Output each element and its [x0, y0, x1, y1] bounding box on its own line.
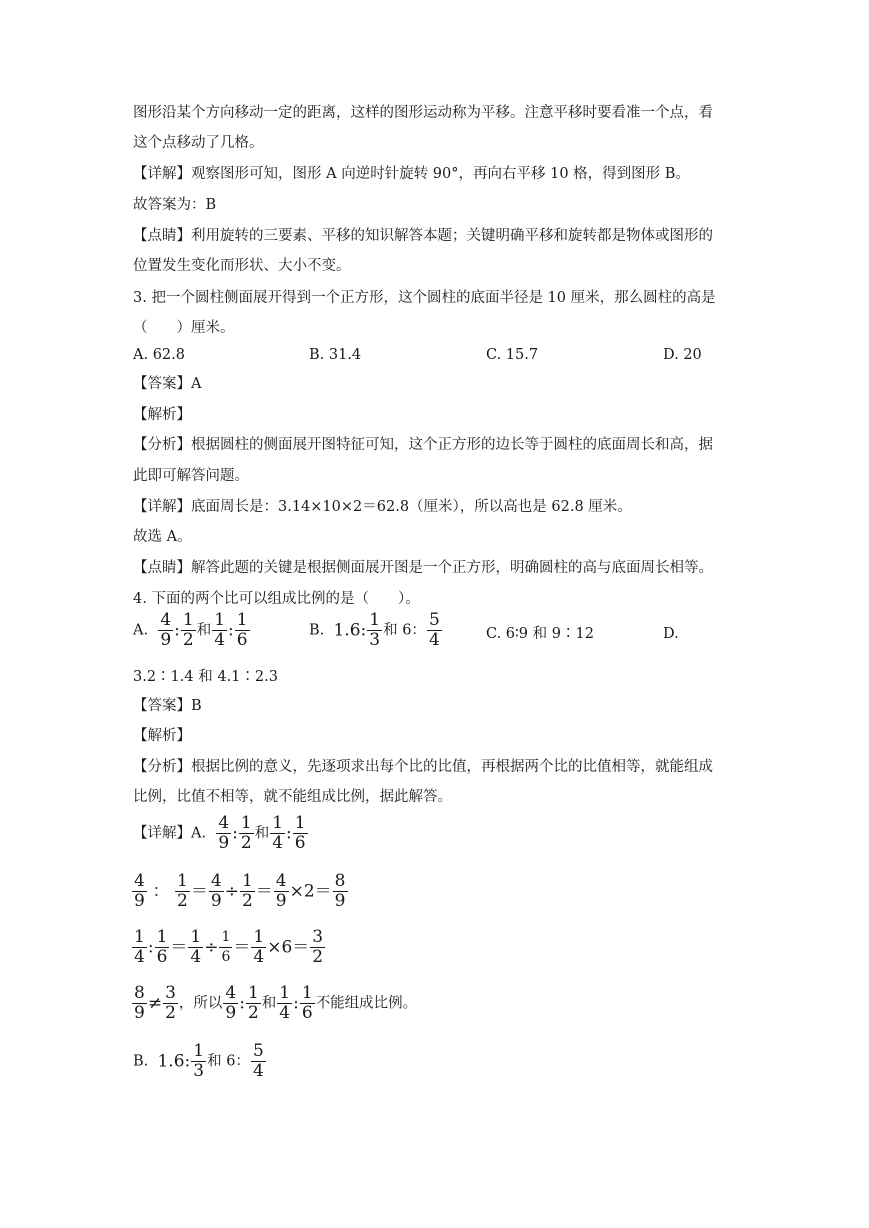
- denominator: 6: [294, 833, 306, 853]
- math-symbol: :: [228, 620, 234, 641]
- denominator: 4: [190, 947, 202, 967]
- fraction: [367, 611, 382, 650]
- analysis-line: 比例，比值不相等，就不能组成比例，据此解答。: [133, 789, 452, 805]
- math-symbol: ÷: [204, 937, 219, 958]
- denominator: 2: [312, 947, 324, 967]
- denominator: 2: [241, 891, 253, 911]
- denominator: 6: [236, 630, 248, 650]
- denominator: 2: [182, 630, 194, 650]
- math-symbol: 1.6: [333, 620, 361, 641]
- math-symbol: 【详解】A.: [133, 825, 207, 842]
- math-symbol: 和: [196, 622, 212, 639]
- math-symbol: ＝: [255, 881, 273, 902]
- numerator: 1: [182, 610, 194, 630]
- math-symbol: ≠: [147, 993, 163, 1014]
- denominator: 6: [156, 947, 168, 967]
- answer-line: 【答案】B: [133, 698, 202, 714]
- detail-line-a: [133, 814, 309, 853]
- denominator: 9: [218, 833, 230, 853]
- numerator: 1: [236, 610, 248, 630]
- math-symbol: 和: [254, 825, 270, 842]
- numerator: 3: [312, 927, 324, 947]
- numerator: 1: [240, 813, 252, 833]
- denominator: 2: [247, 1003, 259, 1023]
- numerator: 8: [334, 871, 346, 891]
- numerator: 1: [253, 927, 265, 947]
- numerator: 4: [160, 610, 172, 630]
- fraction: [240, 872, 255, 911]
- q3-option-c: C. 15.7: [486, 347, 539, 363]
- text-line: 图形沿某个方向移动一定的距离，这样的图形运动称为平移。注意平移时要看准一个点，看: [133, 105, 713, 121]
- fraction: [181, 611, 196, 650]
- q4-option-a: [133, 611, 251, 650]
- q4-option-d-cont: 3.2∶1.4 和 4.1∶2.3: [133, 669, 278, 685]
- math-symbol: :: [174, 620, 180, 641]
- denominator: 4: [272, 833, 284, 853]
- math-symbol: ÷: [224, 881, 239, 902]
- comment-line: 【点睛】利用旋转的三要素、平移的知识解答本题；关键明确平移和旋转都是物体或图形的: [133, 228, 713, 244]
- fraction: [132, 872, 147, 911]
- analysis-line: 【分析】根据比例的意义，先逐项求出每个比的比值，再根据两个比的比值相等，就能组成: [133, 759, 713, 775]
- question-4: 4. 下面的两个比可以组成比例的是（ ）。: [133, 591, 420, 607]
- fraction: [235, 611, 250, 650]
- math-symbol: 不能组成比例。: [315, 995, 418, 1012]
- question-3: 3. 把一个圆柱侧面展开得到一个正方形，这个圆柱的底面半径是 10 厘米，那么圆柱的高是: [133, 290, 716, 306]
- denominator: 9: [134, 1003, 145, 1023]
- numerator: 1: [193, 1041, 205, 1061]
- math-symbol: 和 6：: [383, 622, 426, 639]
- fraction: [209, 872, 224, 911]
- math-symbol: 和 6：: [207, 1053, 250, 1070]
- denominator: 4: [428, 630, 440, 650]
- math-symbol: ＝: [190, 881, 208, 902]
- fraction: [212, 611, 227, 650]
- fraction: [216, 814, 231, 853]
- q3-option-a: A. 62.8: [133, 347, 185, 363]
- fraction: [274, 872, 289, 911]
- denominator: 9: [334, 891, 346, 911]
- denominator: 3: [369, 630, 381, 650]
- numerator: 1: [301, 983, 313, 1003]
- numerator: 4: [218, 813, 230, 833]
- numerator: 4: [275, 871, 287, 891]
- math-symbol: ：: [152, 881, 170, 902]
- fraction: [246, 984, 261, 1023]
- comment-line: 【点睛】解答此题的关键是根据侧面展开图是一个正方形，明确圆柱的高与底面周长相等。: [133, 560, 713, 576]
- numerator: 4: [210, 871, 222, 891]
- fraction: [155, 928, 170, 967]
- fraction: [310, 928, 325, 967]
- q4-option-b-label: B.: [309, 622, 325, 639]
- math-symbol: B.: [133, 1053, 149, 1070]
- fraction: [158, 611, 173, 650]
- q3-option-b: B. 31.4: [309, 347, 362, 363]
- numerator: 1: [134, 927, 145, 947]
- answer-line: 【答案】A: [133, 376, 202, 392]
- q4-option-c: C. 6∶9 和 9∶12: [486, 626, 594, 642]
- fraction: [132, 984, 147, 1023]
- q3-option-d: D. 20: [663, 347, 702, 363]
- numerator: 1: [241, 871, 253, 891]
- math-symbol: ×6＝: [267, 937, 310, 958]
- denominator: 2: [177, 891, 188, 911]
- numerator: 1: [369, 610, 381, 630]
- question-3-cont: （ ）厘米。: [133, 320, 235, 336]
- answer-line: 故答案为：B: [133, 197, 217, 213]
- math-symbol: 1.6: [157, 1051, 185, 1072]
- analysis-line: 【分析】根据圆柱的侧面展开图特征可知，这个正方形的边长等于圆柱的底面周长和高，据: [133, 437, 713, 453]
- fraction: [239, 814, 254, 853]
- choice-line: 故选 A。: [133, 529, 192, 545]
- numerator: 1: [177, 871, 188, 891]
- fraction: [223, 984, 238, 1023]
- denominator: 2: [240, 833, 252, 853]
- denominator: 4: [253, 947, 265, 967]
- math-symbol: 和: [261, 995, 277, 1012]
- numerator: 1: [279, 983, 291, 1003]
- numerator: 1: [294, 813, 306, 833]
- q4-option-a-label: A.: [133, 622, 149, 639]
- math-symbol: :: [293, 993, 299, 1014]
- denominator: 9: [225, 1003, 237, 1023]
- denominator: 4: [279, 1003, 291, 1023]
- analysis-line: 此即可解答问题。: [133, 468, 249, 484]
- math-symbol: :: [286, 823, 292, 844]
- numerator: 1: [219, 928, 232, 948]
- fraction: [333, 872, 348, 911]
- denominator: 9: [134, 891, 145, 911]
- detail-line: 【详解】底面周长是：3.14×10×2＝62.8（厘米），所以高也是 62.8 厘米。: [133, 499, 632, 515]
- numerator: 5: [428, 610, 440, 630]
- numerator: 8: [134, 983, 145, 1003]
- denominator: 4: [252, 1061, 264, 1081]
- fraction: [293, 814, 308, 853]
- denominator: 2: [165, 1003, 176, 1023]
- fraction: [277, 984, 292, 1023]
- denominator: 4: [214, 630, 226, 650]
- detail-line: 【详解】观察图形可知，图形 A 向逆时针旋转 90°，再向右平移 10 格，得到图形 B。: [133, 166, 690, 182]
- denominator: 4: [134, 947, 145, 967]
- math-symbol: ，所以: [178, 995, 223, 1012]
- fraction: [163, 984, 178, 1023]
- denominator: 6: [221, 949, 231, 965]
- fraction: [251, 928, 266, 967]
- numerator: 1: [247, 983, 259, 1003]
- fraction: [270, 814, 285, 853]
- math-symbol: :: [184, 1051, 191, 1072]
- math-symbol: ＝: [233, 937, 251, 958]
- denominator: 3: [193, 1061, 205, 1081]
- numerator: 1: [214, 610, 226, 630]
- q4-option-b: [309, 611, 443, 650]
- numerator: 1: [272, 813, 284, 833]
- fraction: [251, 1042, 266, 1081]
- fraction: [132, 928, 147, 967]
- math-symbol: :: [360, 620, 367, 641]
- fraction: [219, 928, 232, 967]
- math-symbol: :: [147, 937, 154, 958]
- numerator: 4: [225, 983, 237, 1003]
- fraction: [300, 984, 315, 1023]
- analysis-heading: 【解析】: [133, 728, 191, 744]
- equation-2: [131, 928, 326, 967]
- detail-line-b: [133, 1042, 267, 1081]
- math-symbol: :: [232, 823, 238, 844]
- denominator: 9: [160, 630, 172, 650]
- fraction: [427, 611, 442, 650]
- math-symbol: ＝: [170, 937, 188, 958]
- denominator: 9: [275, 891, 287, 911]
- numerator: 4: [134, 871, 145, 891]
- comment-line: 位置发生变化而形状、大小不变。: [133, 258, 351, 274]
- q4-option-d: D.: [663, 626, 679, 642]
- numerator: 3: [165, 983, 176, 1003]
- math-symbol: ×2＝: [289, 881, 332, 902]
- fraction: [191, 1042, 206, 1081]
- fraction: [175, 872, 190, 911]
- analysis-heading: 【解析】: [133, 407, 191, 423]
- math-symbol: :: [239, 993, 245, 1014]
- numerator: 1: [190, 927, 202, 947]
- denominator: 9: [210, 891, 222, 911]
- numerator: 1: [156, 927, 168, 947]
- numerator: 5: [252, 1041, 264, 1061]
- denominator: 6: [301, 1003, 313, 1023]
- equation-1: [131, 872, 349, 911]
- text-line: 这个点移动了几格。: [133, 135, 264, 151]
- fraction: [188, 928, 203, 967]
- conclusion-line: [131, 984, 417, 1023]
